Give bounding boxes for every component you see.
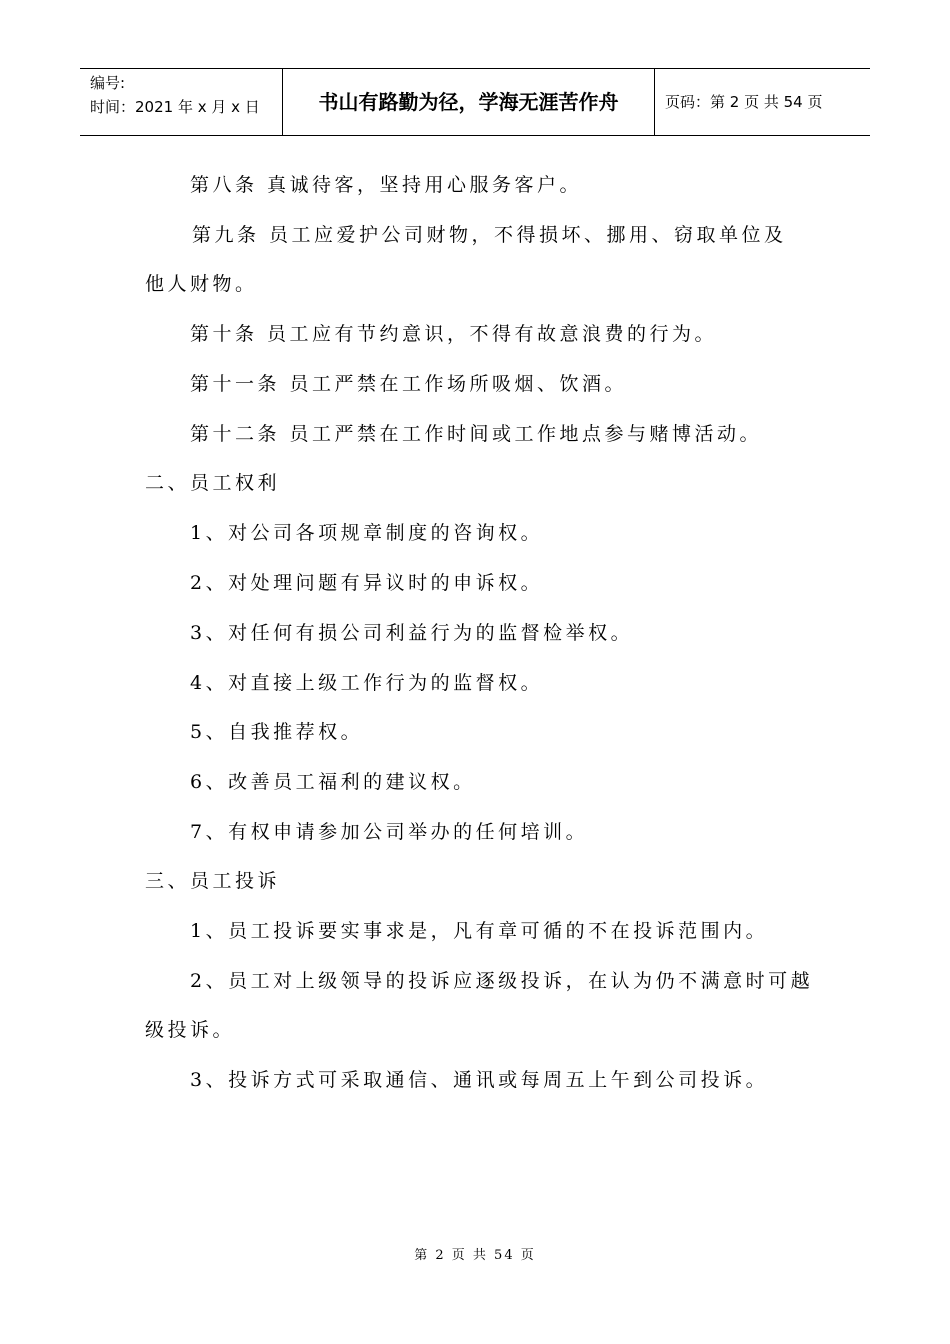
article-10: 第十条 员工应有节约意识，不得有故意浪费的行为。 xyxy=(190,323,718,345)
right-item-3: 3、对任何有损公司利益行为的监督检举权。 xyxy=(190,622,634,644)
right-item-1: 1、对公司各项规章制度的咨询权。 xyxy=(190,522,544,544)
header-motto: 书山有路勤为径，学海无涯苦作舟 xyxy=(283,69,655,135)
complaint-item-2-line-1: 2、员工对上级领导的投诉应逐级投诉，在认为仍不满意时可越 xyxy=(190,970,814,992)
complaint-item-1: 1、员工投诉要实事求是，凡有章可循的不在投诉范围内。 xyxy=(190,920,769,942)
right-item-4: 4、对直接上级工作行为的监督权。 xyxy=(190,672,544,694)
right-item-5: 5、自我推荐权。 xyxy=(190,721,364,743)
right-item-2: 2、对处理问题有异议时的申诉权。 xyxy=(190,572,544,594)
section-heading-rights: 二、员工权利 xyxy=(145,472,281,494)
document-number-label: 编号: xyxy=(90,74,126,92)
complaint-item-3: 3、投诉方式可采取通信、通讯或每周五上午到公司投诉。 xyxy=(190,1069,769,1091)
article-11: 第十一条 员工严禁在工作场所吸烟、饮酒。 xyxy=(190,373,628,395)
article-12: 第十二条 员工严禁在工作时间或工作地点参与赌博活动。 xyxy=(190,423,763,445)
header-meta-cell xyxy=(80,69,283,135)
header-page-info: 页码：第 2 页 共 54 页 xyxy=(665,93,823,111)
section-heading-complaints: 三、员工投诉 xyxy=(145,870,281,892)
complaint-item-2-line-2: 级投诉。 xyxy=(145,1019,236,1041)
document-header xyxy=(80,68,870,136)
right-item-6: 6、改善员工福利的建议权。 xyxy=(190,771,476,793)
article-9-line-2: 他人财物。 xyxy=(145,273,258,295)
article-9-line-1: 第九条 员工应爱护公司财物，不得损坏、挪用、窃取单位及 xyxy=(192,224,787,246)
page-footer: 第 2 页 共 54 页 xyxy=(414,1248,536,1263)
right-item-7: 7、有权申请参加公司举办的任何培训。 xyxy=(190,821,589,843)
document-date: 时间：2021 年 x 月 x 日 xyxy=(90,98,260,116)
article-8: 第八条 真诚待客，坚持用心服务客户。 xyxy=(190,174,583,196)
